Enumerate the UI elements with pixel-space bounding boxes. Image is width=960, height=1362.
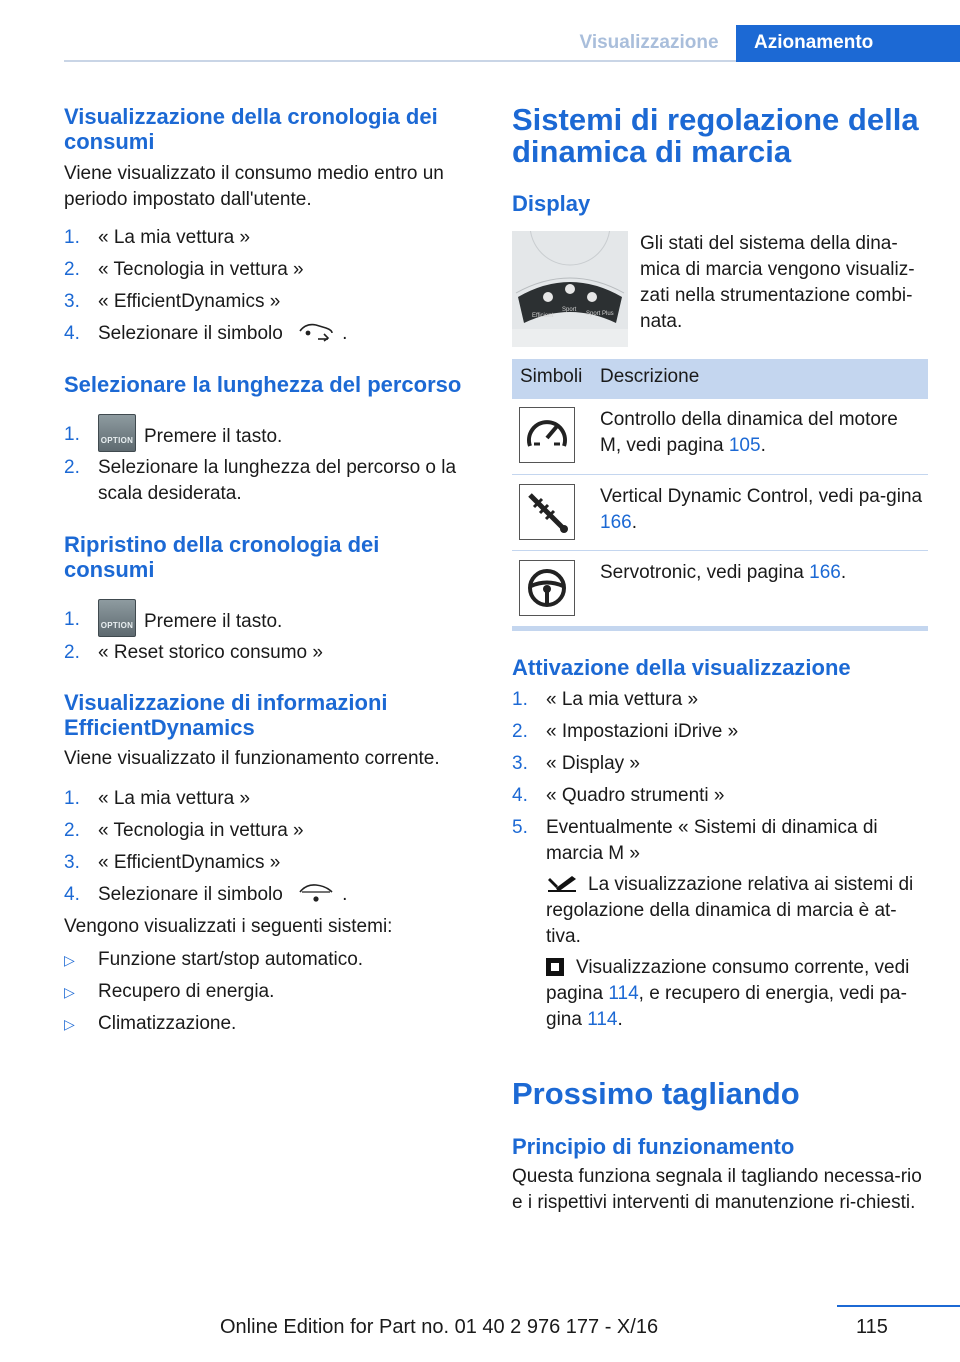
list-item <box>98 599 282 637</box>
list-item: « Tecnologia in vettura » <box>98 820 304 841</box>
list-item-period: . <box>342 884 348 905</box>
list-item-text: Selezionare il simbolo <box>98 884 283 905</box>
step-number: 2. <box>64 642 80 663</box>
section-title-display: Display <box>512 191 591 216</box>
section-title-ripristino: Ripristino della cronologia dei consumi <box>64 532 380 582</box>
list-item <box>98 414 282 452</box>
section-title-cronologia: Visualizzazione della cronologia dei consumi <box>64 104 438 154</box>
list-item-text: Premere il tasto. <box>144 611 283 632</box>
list-item-text: Selezionare il simbolo <box>98 323 283 344</box>
list-item: « La mia vettura » <box>546 689 699 710</box>
step-number: 3. <box>512 753 528 774</box>
list-item-text: Premere il tasto. <box>144 426 283 447</box>
bullet-item: Recupero di energia. <box>98 981 275 1002</box>
list-item: « La mia vettura » <box>98 788 251 809</box>
paragraph-display: Gli stati del sistema della dina-mica di marcia vengono visualiz-zati nella strumentazione combi-nata. <box>640 233 915 332</box>
step-number: 4. <box>64 884 80 905</box>
list-item <box>98 321 347 351</box>
section-title-efficientdynamics: Visualizzazione di informazioni EfficientDynamics <box>64 690 388 740</box>
page-link[interactable]: 114 <box>608 983 639 1004</box>
triangle-bullet-icon: ▷ <box>64 984 75 1000</box>
list-item <box>98 882 347 912</box>
instrument-cluster-image <box>512 231 628 347</box>
list-item: « Tecnologia in vettura » <box>98 259 304 280</box>
footer-edition: Online Edition for Part no. 01 40 2 976 177 - X/16 <box>220 1316 659 1338</box>
step-number: 1. <box>64 609 80 630</box>
row-divider <box>512 474 928 475</box>
paragraph-efficientdynamics: Viene visualizzato il funzionamento corrente. <box>64 748 440 769</box>
step-number: 2. <box>512 721 528 742</box>
list-item: « La mia vettura » <box>98 227 251 248</box>
paragraph-sistemi: Vengono visualizzati i seguenti sistemi: <box>64 916 393 937</box>
table-header <box>512 359 928 399</box>
list-item: « Quadro strumenti » <box>546 785 725 806</box>
step-number: 4. <box>512 785 528 806</box>
section-title-lunghezza: Selezionare la lunghezza del percorso <box>64 372 462 397</box>
step-number: 3. <box>64 852 80 873</box>
step-number: 1. <box>64 227 80 248</box>
bullet-item: Climatizzazione. <box>98 1013 237 1034</box>
step-number: 3. <box>64 291 80 312</box>
table-cell-desc: Controllo della dinamica del motore M, vedi pagina 105. <box>600 409 898 456</box>
tab-azionamento[interactable]: Azionamento <box>736 25 960 62</box>
car-energy-icon <box>296 882 336 912</box>
row-divider <box>512 550 928 551</box>
page-link[interactable]: 114 <box>587 1009 618 1030</box>
list-item: « EfficientDynamics » <box>98 852 281 873</box>
step-number: 4. <box>64 323 80 344</box>
gauge-label: Efficient <box>532 313 554 319</box>
list-item-period: . <box>342 323 348 344</box>
bullet-item: Funzione start/stop automatico. <box>98 949 364 970</box>
checkbox-empty-icon <box>546 958 564 976</box>
list-item: « Display » <box>546 753 640 774</box>
note-active: La visualizzazione relativa ai sistemi di regolazione della dinamica di marcia è at-tiva. <box>546 874 914 947</box>
paragraph-cronologia: Viene visualizzato il consumo medio entro un periodo impostato dall'utente. <box>64 163 444 210</box>
gauge-label: Sport Plus <box>586 311 614 317</box>
list-item: « Impostazioni iDrive » <box>546 721 739 742</box>
list-item: Eventualmente « Sistemi di dinamica di marcia M » <box>546 817 878 864</box>
column-header-simboli: Simboli <box>520 366 583 387</box>
page-link[interactable]: 166 <box>809 562 841 583</box>
list-item: « Reset storico consumo » <box>98 642 323 663</box>
gauge-label: Sport <box>562 307 577 313</box>
note-inactive: Visualizzazione consumo corrente, vedi pagina 114, e recupero di energia, vedi pa-gina 114. <box>546 957 910 1030</box>
step-number: 5. <box>512 817 528 838</box>
suspension-icon <box>519 484 575 540</box>
m-dynamic-icon <box>519 407 575 463</box>
triangle-bullet-icon: ▷ <box>64 1016 75 1032</box>
triangle-bullet-icon: ▷ <box>64 952 75 968</box>
step-number: 2. <box>64 820 80 841</box>
chapter-title-tagliando: Prossimo tagliando <box>512 1076 800 1111</box>
table-cell-desc: Vertical Dynamic Control, vedi pa-gina 166. <box>600 486 923 533</box>
steering-wheel-icon <box>519 560 575 616</box>
page-link[interactable]: 166 <box>600 512 632 533</box>
option-button-icon: OPTION <box>98 414 136 452</box>
table-cell-desc: Servotronic, vedi pagina 166. <box>600 562 847 583</box>
footer-rule <box>837 1305 960 1307</box>
step-number: 1. <box>512 689 528 710</box>
tab-visualizzazione[interactable]: Visualizzazione <box>579 32 719 53</box>
column-header-descrizione: Descrizione <box>600 366 700 387</box>
step-number: 1. <box>64 788 80 809</box>
step-number: 2. <box>64 259 80 280</box>
chapter-title-dinamica: Sistemi di regolazione della dinamica di marcia <box>512 102 919 169</box>
section-title-principio: Principio di funzionamento <box>512 1134 795 1159</box>
step-number: 1. <box>64 424 80 445</box>
list-item: Selezionare la lunghezza del percorso o la scala desiderata. <box>98 457 457 504</box>
paragraph-principio: Questa funziona segnala il tagliando necessa-rio e i rispettivi interventi di manutenzione ri-chiesti. <box>512 1166 922 1213</box>
table-bottom-rule <box>512 626 928 631</box>
option-button-icon: OPTION <box>98 599 136 637</box>
checkmark-icon <box>546 874 578 902</box>
list-item: « EfficientDynamics » <box>98 291 281 312</box>
page-number: 115 <box>856 1316 888 1338</box>
section-title-attivazione: Attivazione della visualizzazione <box>512 655 851 680</box>
car-history-icon <box>296 321 336 351</box>
step-number: 2. <box>64 457 80 478</box>
page-link[interactable]: 105 <box>728 435 761 456</box>
